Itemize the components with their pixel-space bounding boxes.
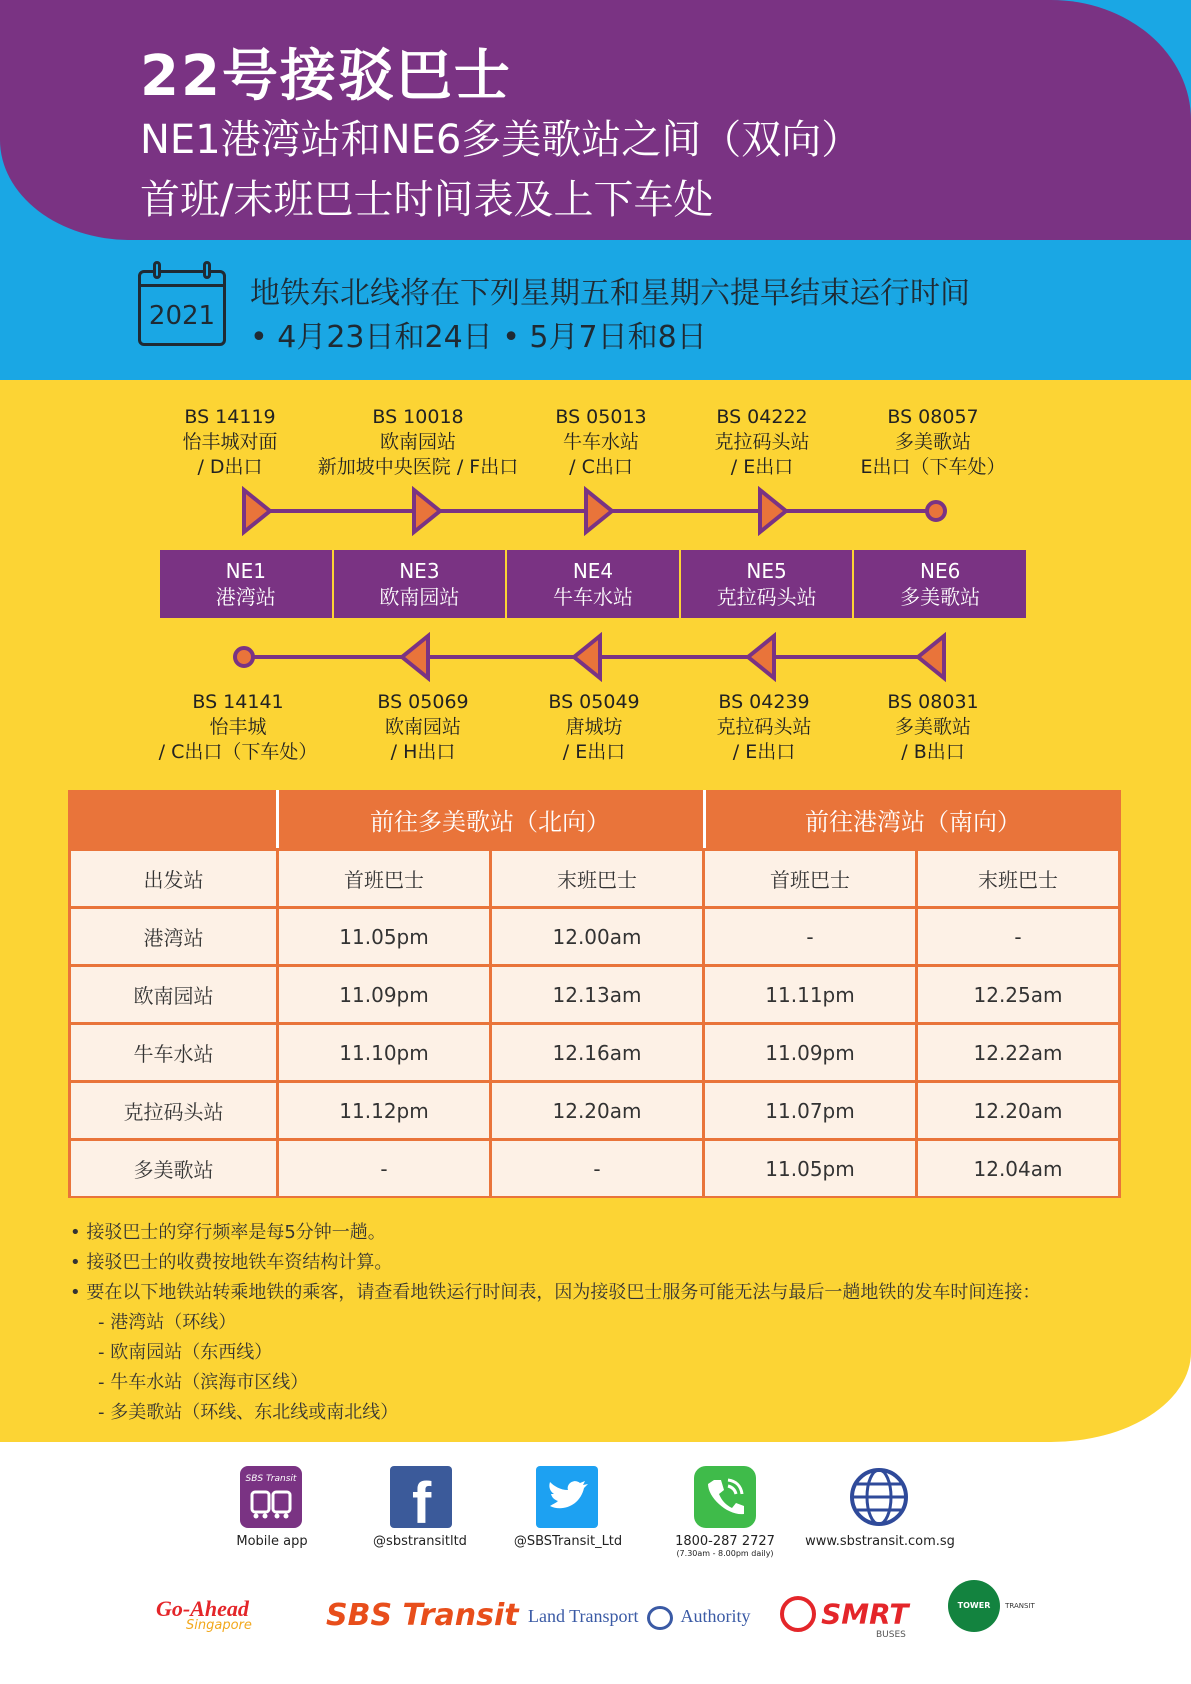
note-fare: • 接驳巴士的收费按地铁车资结构计算。 [70,1252,393,1273]
table-cell-time: 11.05pm [279,909,489,964]
sbs-transit-logo: SBS Transit [326,1598,519,1633]
station-name: 克拉码头站 [716,585,817,609]
column-header-time: 末班巴士 [492,851,702,906]
stop-exit: 新加坡中央医院 / F出口 [317,456,519,478]
station-code: NE6 [920,559,961,583]
calendar-icon [138,270,226,346]
stop-exit: / B出口 [901,741,965,763]
column-header-departure: 出发站 [71,851,276,906]
page-title: 22号接驳巴士 [140,44,512,109]
stop-code: BS 14141 [192,691,284,713]
route-arrow-left-icon [402,636,428,678]
route-arrow-right-icon [760,490,786,532]
station-name: 港湾站 [215,585,276,609]
page-subtitle-route: NE1港湾站和NE6多美歌站之间（双向） [140,117,862,163]
telephone-icon [694,1466,756,1528]
phone-hours: (7.30am - 8.00pm daily) [676,1549,774,1558]
table-row-station: 多美歌站 [71,1141,276,1196]
note-transfer: • 要在以下地铁站转乘地铁的乘客，请查看地铁运行时间表，因为接驳巴士服务可能无法与最后一趟地铁的发车时间连接： [70,1282,1041,1303]
facebook-label[interactable]: @sbstransitltd [373,1534,467,1549]
goahead-logo [156,1596,252,1633]
table-cell-time: - [705,909,915,964]
station-name: 多美歌站 [900,585,981,609]
table-cell-time: 12.04am [918,1141,1118,1196]
table-cell-time: 12.22am [918,1025,1118,1080]
table-cell-time: 11.10pm [279,1025,489,1080]
column-header-time: 末班巴士 [918,851,1118,906]
table-cell-time: 12.20am [918,1083,1118,1138]
subnote-dhoby-ghaut: - 多美歌站（环线、东北线或南北线） [98,1402,399,1423]
stop-name: 牛车水站 [562,431,639,453]
tower-transit-logo-text: TRANSIT [1005,1602,1035,1610]
phone-number: 1800-287 2727 [675,1534,775,1549]
table-cell-time: 12.25am [918,967,1118,1022]
stop-code: BS 10018 [372,406,464,428]
southbound-stop-5 [823,690,1043,765]
goahead-logo-sub: Singapore [186,1618,252,1633]
table-cell-time: - [492,1141,702,1196]
station-ne5 [681,550,855,618]
stop-name: 多美歌站 [894,716,971,738]
tower-transit-mark-icon: TOWER [948,1580,1000,1632]
smrt-mark-icon [780,1596,816,1632]
stop-name: 怡丰城对面 [182,431,278,453]
table-cell-time: 11.07pm [705,1083,915,1138]
stop-name: 克拉码头站 [716,716,812,738]
stop-exit: / C出口（下车处） [158,741,318,763]
table-cell-time: 12.16am [492,1025,702,1080]
table-row-station: 港湾站 [71,909,276,964]
station-ne3 [334,550,508,618]
stop-exit: / E出口 [562,741,626,763]
table-cell-time: - [279,1141,489,1196]
table-cell-time: - [918,909,1118,964]
table-cell-time: 12.13am [492,967,702,1022]
table-cell-time: 12.00am [492,909,702,964]
stop-exit: / C出口 [569,456,633,478]
stop-code: BS 08031 [887,691,979,713]
stop-code: BS 05069 [377,691,469,713]
mobile-app-label: Mobile app [236,1534,308,1549]
smrt-logo-text: SMRT [821,1597,909,1631]
header-northbound: 前往多美歌站（北向） [370,807,610,836]
northbound-route-line [230,486,950,536]
route-arrow-right-icon [586,490,612,532]
stop-code: BS 05049 [548,691,640,713]
table-cell-time: 11.09pm [279,967,489,1022]
lta-logo-text-2: Authority [680,1606,751,1627]
mobile-app-icon[interactable] [240,1466,302,1528]
table-cell-time: 11.11pm [705,967,915,1022]
bird-icon [536,1466,598,1528]
stop-exit: / H出口 [390,741,456,763]
tower-transit-logo [948,1580,1035,1632]
timetable [68,790,1121,1198]
stop-code: BS 05013 [555,406,647,428]
station-code: NE1 [225,559,266,583]
table-cell-time: 12.20am [492,1083,702,1138]
subnote-harbourfront: - 港湾站（环线） [98,1312,237,1333]
stop-name: 怡丰城 [209,716,267,738]
table-cell-time: 11.12pm [279,1083,489,1138]
stop-exit: / E出口 [732,741,796,763]
header-divider [703,790,706,848]
station-name: 牛车水站 [552,585,633,609]
stop-name: 欧南园站 [379,431,456,453]
note-frequency: • 接驳巴士的穿行频率是每5分钟一趟。 [70,1222,386,1243]
station-code: NE5 [746,559,787,583]
stop-name: 欧南园站 [384,716,461,738]
app-icon-text: SBS Transit [245,1474,297,1484]
stop-code: BS 08057 [887,406,979,428]
subnote-outram: - 欧南园站（东西线） [98,1342,273,1363]
table-row-station: 克拉码头站 [71,1083,276,1138]
stop-exit: / E出口 [730,456,794,478]
station-code: NE3 [399,559,440,583]
twitter-label[interactable]: @SBSTransit_Ltd [513,1534,623,1549]
page-subtitle-timetable: 首班/末班巴士时间表及上下车处 [140,177,714,223]
station-ne4 [507,550,681,618]
stop-code: BS 04239 [718,691,810,713]
stop-exit: / D出口 [197,456,263,478]
table-row-station: 欧南园站 [71,967,276,1022]
smrt-logo [780,1596,909,1640]
route-arrow-left-icon [918,636,944,678]
header-southbound: 前往港湾站（南向） [805,807,1021,836]
table-row-station: 牛车水站 [71,1025,276,1080]
twitter-icon[interactable] [536,1466,598,1528]
station-ne1 [160,550,334,618]
route-end-dot-icon [927,502,945,520]
stop-exit: E出口（下车处） [860,456,1006,478]
subnote-chinatown: - 牛车水站（滨海市区线） [98,1372,309,1393]
stop-code: BS 14119 [184,406,276,428]
northbound-stop-5 [823,405,1043,480]
stop-name: 唐城坊 [565,716,623,738]
route-arrow-right-icon [414,490,440,532]
stop-code: BS 04222 [716,406,808,428]
bus-icon [240,1486,302,1526]
column-header-time: 首班巴士 [705,851,915,906]
calendar-year: 2021 [148,301,216,331]
route-arrow-left-icon [748,636,774,678]
lta-mark-icon [647,1606,673,1630]
notice-text: 地铁东北线将在下列星期五和星期六提早结束运行时间 [250,276,970,311]
website-label[interactable]: www.sbstransit.com.sg [805,1534,955,1549]
lta-logo-text: Land Transport [528,1606,639,1627]
route-arrow-left-icon [574,636,600,678]
globe-icon[interactable] [848,1466,910,1528]
stop-name: 克拉码头站 [714,431,810,453]
web-globe-icon [848,1466,910,1528]
route-arrow-right-icon [244,490,270,532]
smrt-logo-sub: BUSES [876,1630,906,1640]
southbound-route-line [230,632,950,682]
route-end-dot-icon [235,648,253,666]
phone-icon[interactable] [694,1466,756,1528]
station-ne6 [854,550,1026,618]
stop-name: 多美歌站 [894,431,971,453]
facebook-icon[interactable]: f [390,1466,452,1528]
table-cell-time: 11.05pm [705,1141,915,1196]
goahead-logo-text: Go-Ahead [156,1596,249,1621]
station-bar [160,550,1026,618]
header-divider [276,790,279,848]
station-name: 欧南园站 [379,585,460,609]
northbound-stop-1 [120,405,340,480]
calendar-ring-right [203,261,211,279]
table-cell-time: 11.09pm [705,1025,915,1080]
calendar-ring-left [153,261,161,279]
lta-logo [528,1606,751,1630]
notice-dates: • 4月23日和24日 • 5月7日和8日 [250,320,707,355]
column-header-time: 首班巴士 [279,851,489,906]
station-code: NE4 [572,559,614,583]
